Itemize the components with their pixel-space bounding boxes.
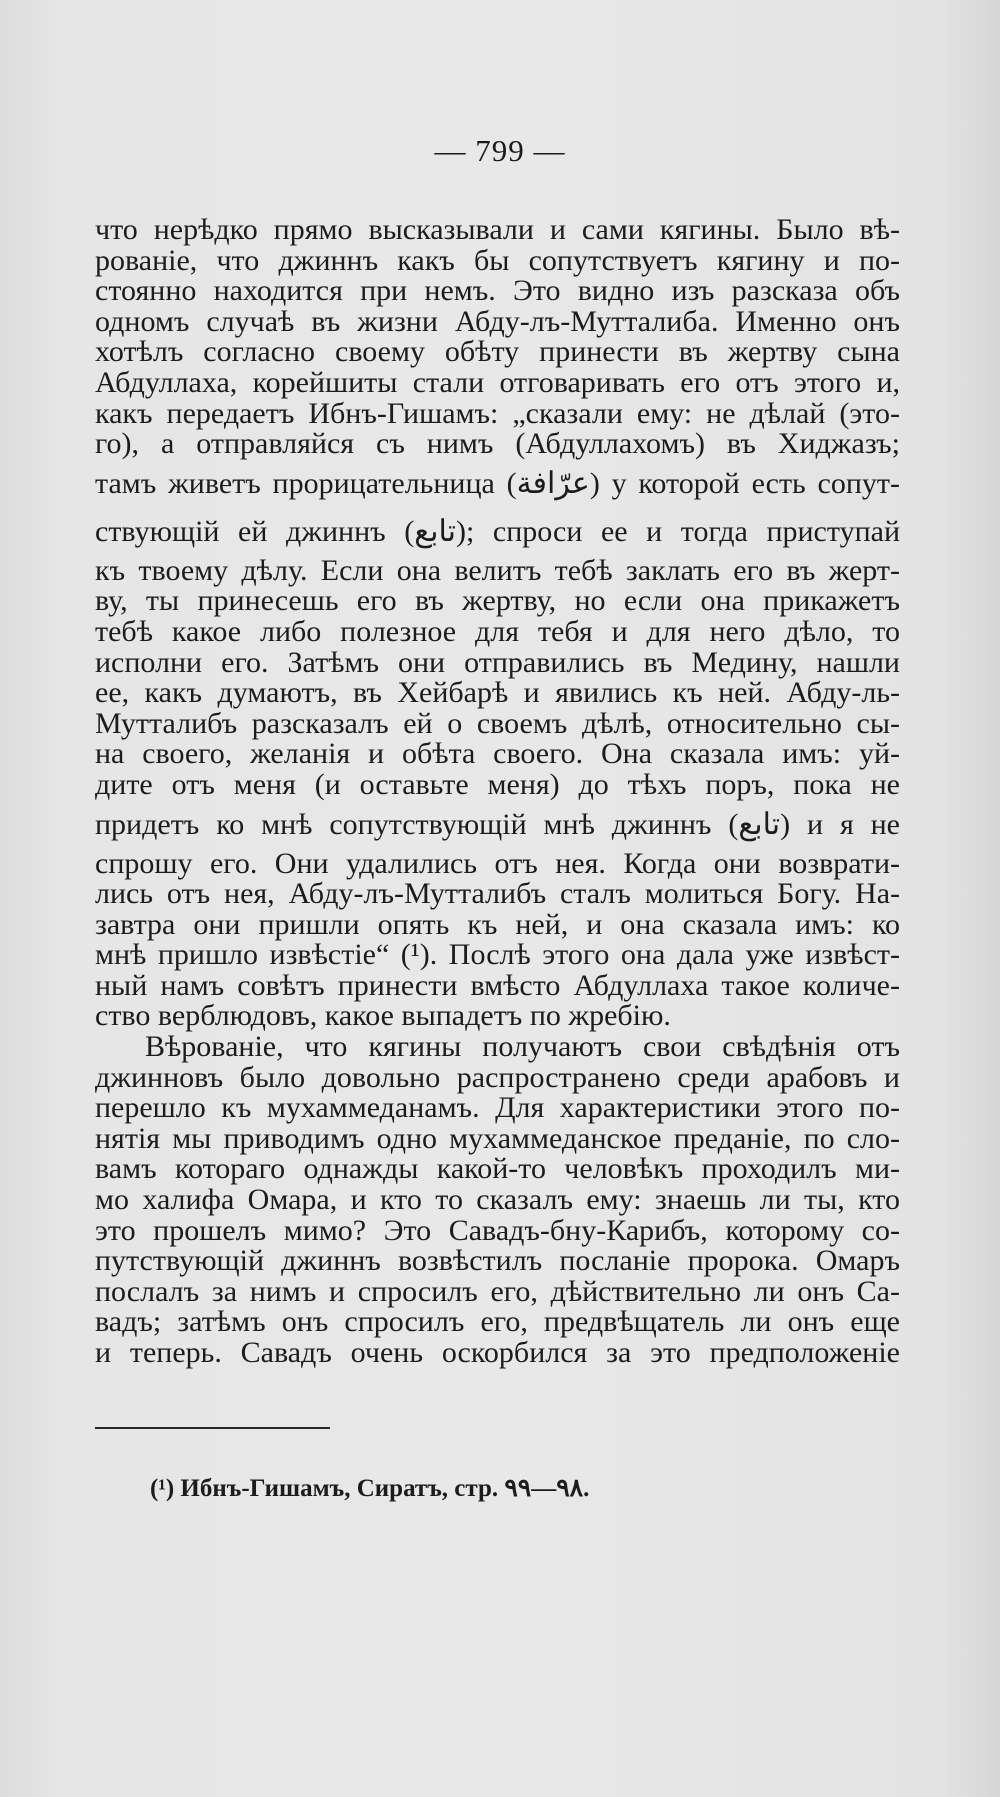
text-line: ный намъ совѣтъ принести вмѣсто Абдуллаха такое количе- [95, 968, 900, 1002]
text-line: путствующій джиннъ возвѣстилъ посланіе пророка. Омаръ [95, 1244, 900, 1278]
text-line: тамъ живетъ прорицательница (عرّافة) у которой есть сопут- [95, 466, 900, 500]
text-line: исполни его. Затѣмъ они отправились въ Медину, нашли [95, 645, 900, 679]
text-line: ее, какъ думаютъ, въ Хейбарѣ и явились къ ней. Абду-ль- [95, 676, 900, 710]
text-line: дите отъ меня (и оставьте меня) до тѣхъ поръ, пока не [95, 767, 900, 801]
text-line: послалъ за нимъ и спросилъ его, дѣйствительно ли онъ Са- [95, 1274, 900, 1308]
text-line: завтра они пришли опять къ ней, и она сказала имъ: ко [95, 907, 900, 941]
text-line: на своего, желанія и обѣта своего. Она сказала имъ: уй- [95, 737, 900, 771]
body-text [95, 215, 900, 1369]
text-line: хотѣлъ согласно своему обѣту принести въ жертву сына [95, 335, 900, 369]
text-line: что нерѣдко прямо высказывали и сами кягины. Было вѣ- [95, 213, 900, 246]
text-line: нятія мы приводимъ одно мухаммеданское преданіе, по сло- [95, 1121, 900, 1155]
text-line: джинновъ было довольно распространено среди арабовъ и [95, 1060, 900, 1094]
text-line: ствующій ей джиннъ (تابع); спроси ее и тогда приступай [95, 514, 901, 548]
text-line: ство верблюдовъ, какое выпадетъ по жребію. [95, 999, 671, 1033]
text-line: вамъ котораго однажды какой-то человѣкъ проходилъ ми- [95, 1152, 900, 1186]
text-line: Мутталибъ разсказалъ ей о своемъ дѣлѣ, относительно сы- [95, 706, 900, 740]
text-line: вадъ; затѣмъ онъ спросилъ его, предвѣщатель ли онъ еще [95, 1305, 900, 1339]
footnote-divider [95, 1427, 330, 1429]
text-line: рованіе, что джиннъ какъ бы сопутствуетъ кягину и по- [95, 243, 900, 277]
text-line: и теперь. Савадъ очень оскорбился за это предположеніе [95, 1336, 900, 1369]
page-number: — 799 — [434, 133, 566, 168]
text-line: лись отъ нея, Абду-лъ-Мутталибъ сталъ молиться Богу. На- [95, 877, 900, 911]
text-line: Вѣрованіе, что кягины получаютъ свои свѣдѣнія отъ [145, 1030, 900, 1064]
text-line: ву, ты принесешь его въ жертву, но если она прикажетъ [95, 584, 900, 618]
text-line: спрошу его. Они удалились отъ нея. Когда они возврати- [95, 846, 900, 880]
text-line: мнѣ пришло извѣстіе“ (¹). Послѣ этого она дала уже извѣст- [95, 938, 900, 972]
text-line: тебѣ какое либо полезное для тебя и для него дѣло, то [95, 614, 900, 648]
text-line: стоянно находится при немъ. Это видно изъ разсказа объ [95, 274, 900, 308]
text-line: одномъ случаѣ въ жизни Абду-лъ-Мутталиба. Именно онъ [95, 304, 900, 338]
footnote: (¹) Ибнъ-Гишамъ, Сиратъ, стр. ٩٨—٩٩. [150, 1475, 590, 1502]
text-line: Абдуллаха, корейшиты стали отговаривать его отъ этого и, [95, 365, 900, 399]
text-line: мо халифа Омара, и кто то сказалъ ему: знаешь ли ты, кто [95, 1183, 900, 1217]
text-line: придетъ ко мнѣ сопутствующій мнѣ джиннъ (تابع) и я не [95, 807, 900, 841]
text-line: какъ передаетъ Ибнъ-Гишамъ: „сказали ему: не дѣлай (это- [95, 396, 900, 430]
text-line: го), а отправляйся съ нимъ (Абдуллахомъ) въ Хиджазъ; [95, 427, 900, 461]
text-line: это прошелъ мимо? Это Савадъ-бну-Карибъ, которому со- [95, 1213, 900, 1247]
text-line: къ твоему дѣлу. Если она велитъ тебѣ заклать его въ жерт- [95, 553, 900, 587]
text-line: перешло къ мухаммеданамъ. Для характеристики этого по- [95, 1091, 900, 1125]
